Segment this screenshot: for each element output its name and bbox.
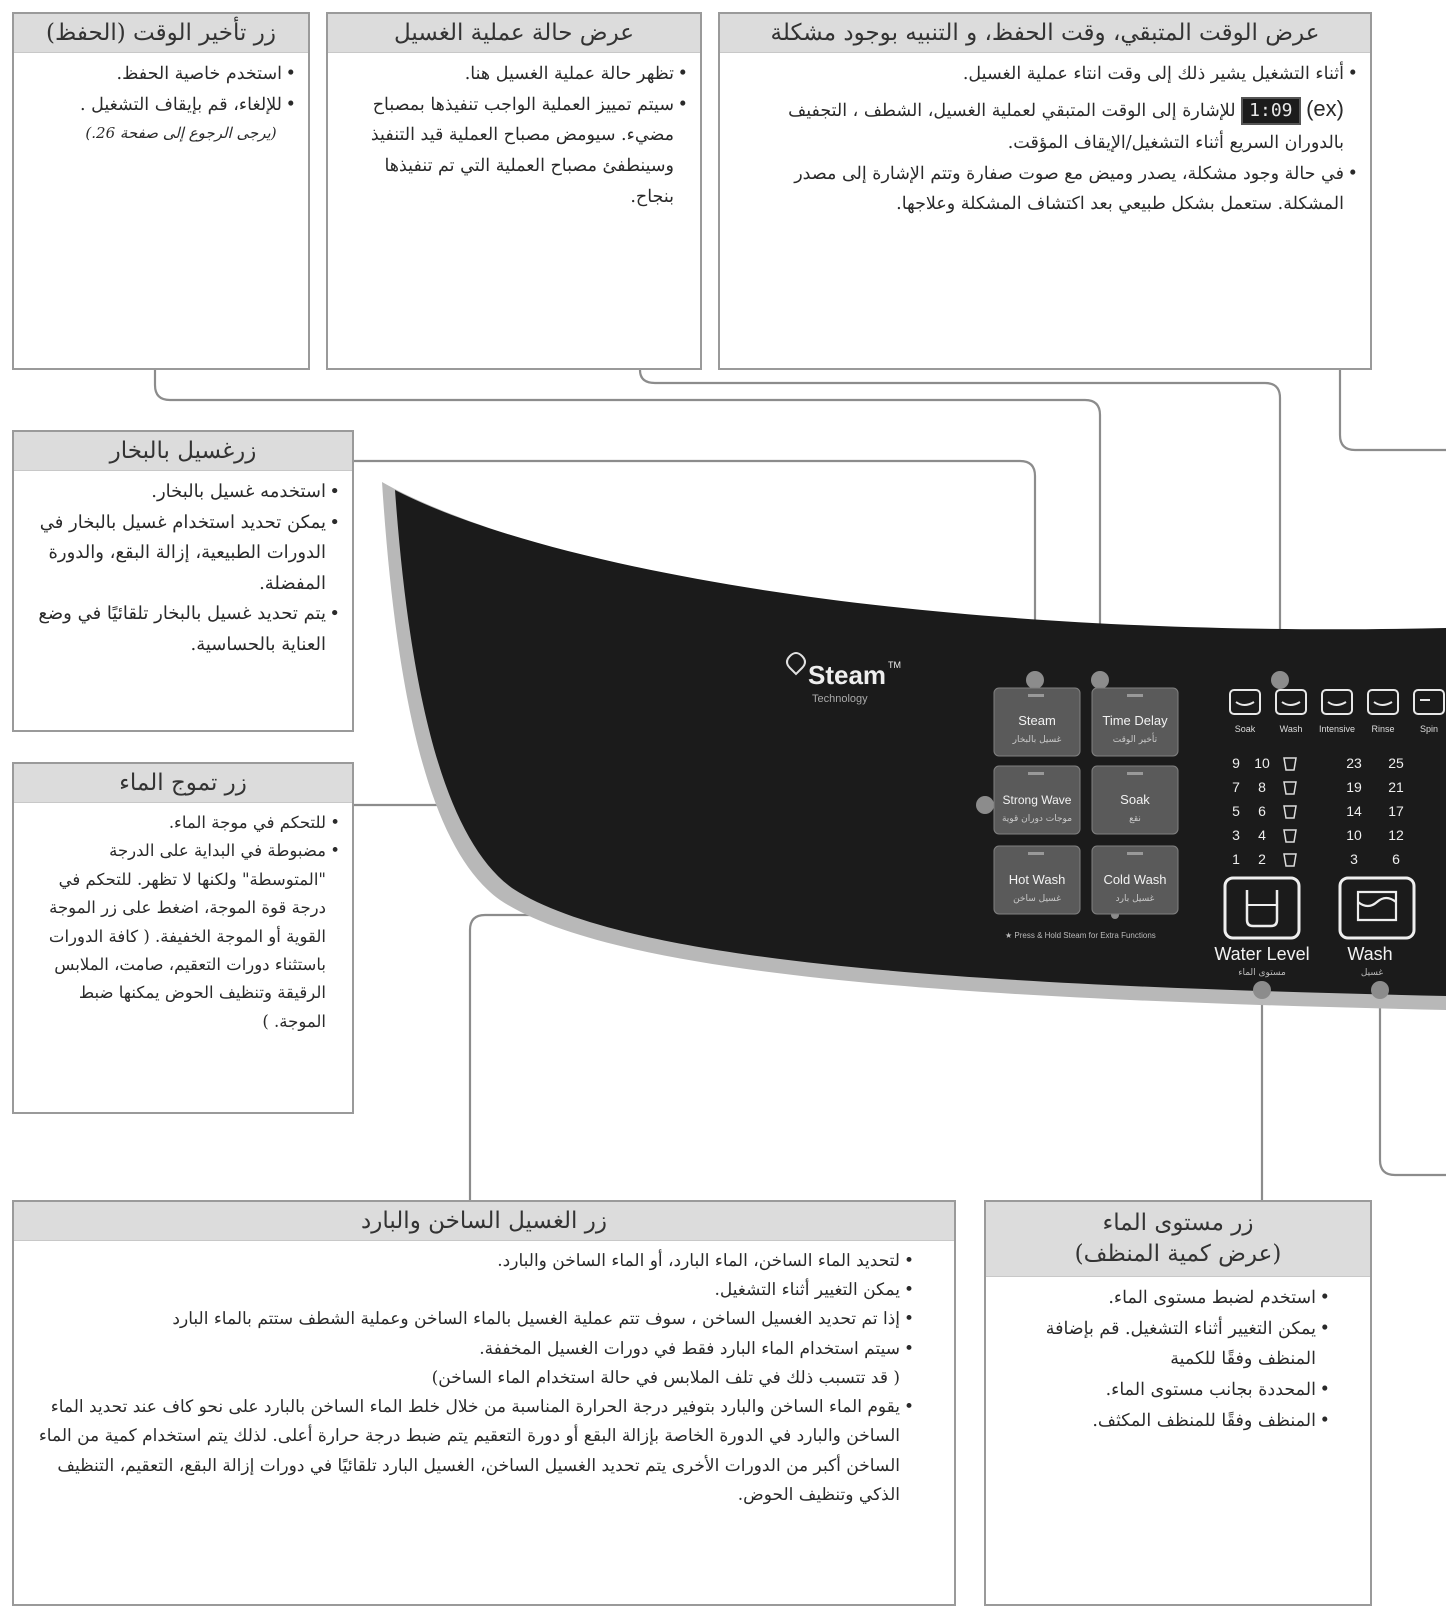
wash-status-info-box — [326, 12, 702, 370]
page-reference-note: (يرجى الرجوع إلى صفحة 26.) — [85, 124, 277, 143]
connector-wash — [1380, 990, 1446, 1175]
connector-remaining-time — [1340, 360, 1446, 450]
wash-button-label: Wash — [1347, 944, 1393, 964]
steam-logo-text: Steam — [808, 660, 887, 690]
steam-info-box — [12, 430, 354, 732]
soak-button[interactable] — [1092, 766, 1178, 834]
list-item: • للتحكم في موجة الماء. — [26, 809, 340, 837]
list-item — [732, 90, 1358, 159]
wl-num: 14 — [1346, 803, 1362, 819]
water-level-info-box — [984, 1200, 1372, 1606]
dot-time-delay — [1091, 671, 1109, 689]
list-item: • يتم تحديد غسيل بالبخار تلقائيًا في وضع العناية بالحساسية. — [26, 599, 340, 660]
list-item: • لتحديد الماء الساخن، الماء البارد، أو الماء الساخن والبارد. — [26, 1247, 914, 1276]
list-item: • استخدم لضبط مستوى الماء. — [998, 1283, 1330, 1314]
list-item: • المنظف وفقًا للمنظف المكثف. — [998, 1406, 1330, 1437]
strong-wave-button[interactable] — [994, 766, 1080, 834]
list-item: • سيتم تمييز العملية الواجب تنفيذها بمصباح مضيء. سيومض مصباح العملية قيد التنفيذ وسينطفئ مصباح العملية التي تم تنفيذها بنجاح. — [368, 90, 688, 213]
list-item: • إذا تم تحديد الغسيل الساخن ، سوف تتم عملية الغسيل بالماء الساخن وعملية الشطف ستتم بالماء البارد — [26, 1305, 914, 1334]
wash-status-title: عرض حالة عملية الغسيل — [328, 14, 700, 53]
dot-steam — [1026, 671, 1044, 689]
wl-num: 6 — [1392, 851, 1400, 867]
wl-num: 21 — [1388, 779, 1404, 795]
status-label-rinse: Rinse — [1371, 724, 1395, 734]
status-label-spin: Spin — [1419, 724, 1439, 734]
wl-num: 17 — [1388, 803, 1404, 819]
steam-title: زرغسيل بالبخار — [14, 432, 352, 471]
hot-wash-button-label-ar: غسيل ساخن — [1013, 894, 1061, 904]
list-item-note: ( قد تتسبب ذلك في تلف الملابس في حالة استخدام الماء الساخن) — [431, 1367, 900, 1388]
wl-num: 6 — [1258, 803, 1266, 819]
remaining-time-info-box — [718, 12, 1372, 370]
wl-num: 12 — [1388, 827, 1404, 843]
cold-wash-button-label: Cold Wash — [1103, 872, 1167, 887]
time-display-example: 1:09 — [1241, 97, 1300, 125]
wl-num: 3 — [1350, 851, 1358, 867]
water-level-button-label: Water Level — [1214, 944, 1310, 964]
dot-wash — [1371, 981, 1389, 999]
hot-wash-button-label: Hot Wash — [1008, 872, 1066, 887]
list-item: • مضبوطة في البداية على الدرجة "المتوسطة" ولكنها لا تظهر. للتحكم في درجة قوة الموجة، اضغط على زر الموجة القوية أو الموجة الخفيفة. ( كافة الدورات باستثناء دورات التعقيم، صامت، الملابس الرقيقة وتنظيف الحوض يمكنها ضبط الموجة. ) — [26, 837, 340, 1036]
wl-num: 1 — [1232, 851, 1240, 867]
time-delay-button-label: Time Delay — [1102, 713, 1168, 728]
wl-num: 4 — [1258, 827, 1266, 843]
steam-button-label: Steam — [1018, 713, 1056, 728]
wl-num: 5 — [1232, 803, 1240, 819]
hot-wash-button[interactable] — [994, 846, 1080, 914]
water-wave-title: زر تموج الماء — [14, 764, 352, 803]
time-delay-title: زر تأخير الوقت (الحفظ) — [14, 14, 308, 53]
wash-button-label-ar: غسيل — [1360, 968, 1384, 978]
list-item: • سيتم استخدام الماء البارد فقط في دورات الغسيل المخففة. — [26, 1335, 914, 1364]
status-label-intensive: Intensive — [1318, 724, 1356, 734]
time-delay-button[interactable] — [1092, 688, 1178, 756]
list-item: • استخدم خاصية الحفظ. — [26, 59, 296, 90]
wl-num: 25 — [1388, 755, 1404, 771]
cold-wash-button[interactable] — [1092, 846, 1178, 914]
list-item: • يمكن التغيير أثناء التشغيل. قم بإضافة المنظف وفقًا للكمية — [998, 1314, 1330, 1375]
strong-wave-button-label-ar: موجات دوران قوية — [1001, 814, 1073, 824]
wl-num: 19 — [1346, 779, 1362, 795]
list-item: • في حالة وجود مشكلة، يصدر وميض مع صوت صفارة وتتم الإشارة إلى مصدر المشكلة. ستعمل بشكل طبيعي بعد اكتشاف المشكلة وعلاجها. — [732, 159, 1358, 220]
wl-num: 2 — [1258, 851, 1266, 867]
wl-num: 10 — [1254, 755, 1270, 771]
steam-logo-sub: Technology — [812, 693, 868, 705]
list-item: • يمكن التغيير أثناء التشغيل. — [26, 1276, 914, 1305]
soak-button-label-ar: نقع — [1129, 814, 1141, 824]
wl-num: 9 — [1232, 755, 1240, 771]
dot-water-level — [1253, 981, 1271, 999]
list-item: • استخدمه غسيل بالبخار. — [26, 477, 340, 508]
wl-num: 23 — [1346, 755, 1362, 771]
water-level-subtitle: (عرض كمية المنظف) — [1074, 1241, 1282, 1268]
strong-wave-button-label: Strong Wave — [1002, 793, 1072, 807]
wl-num: 10 — [1346, 827, 1362, 843]
list-item: • أثناء التشغيل يشير ذلك إلى وقت انتاء عملية الغسيل. — [732, 59, 1358, 90]
soak-button-label: Soak — [1120, 792, 1150, 807]
list-item: • تظهر حالة عملية الغسيل هنا. — [368, 59, 688, 90]
dot-water-wave — [976, 796, 994, 814]
list-item: • للإلغاء، قم بإيقاف التشغيل . — [26, 90, 296, 121]
steam-button[interactable] — [994, 688, 1080, 756]
wl-num: 7 — [1232, 779, 1240, 795]
hot-cold-wash-info-box — [12, 1200, 956, 1606]
cold-wash-button-label-ar: غسيل بارد — [1115, 894, 1155, 904]
wl-num: 8 — [1258, 779, 1266, 795]
wl-num: 3 — [1232, 827, 1240, 843]
status-label-soak: Soak — [1234, 724, 1256, 734]
hot-cold-wash-title: زر الغسيل الساخن والبارد — [14, 1202, 954, 1241]
list-item: • يمكن تحديد استخدام غسيل بالبخار في الدورات الطبيعية، إزالة البقع، والدورة المفضلة. — [26, 508, 340, 600]
dot-wash-status — [1271, 671, 1289, 689]
water-level-title: زر مستوى الماء — [1102, 1210, 1254, 1236]
status-label-wash: Wash — [1279, 724, 1303, 734]
steam-button-label-ar: غسيل بالبخار — [1012, 735, 1062, 745]
remaining-time-title: عرض الوقت المتبقي، وقت الحفظ، و التنبيه بوجود مشكلة — [720, 14, 1370, 53]
list-item-cont: للإشارة إلى الوقت المتبقي لعملية الغسيل، الشطف ، التجفيف بالدوران السريع أثناء التشغيل/الإيقاف المؤقت. — [788, 100, 1344, 154]
steam-logo-tm: TM — [888, 660, 901, 670]
water-wave-info-box — [12, 762, 354, 1114]
time-delay-button-label-ar: تأخير الوقت — [1112, 735, 1158, 745]
panel-footnote: ★ Press & Hold Steam for Extra Functions — [1005, 931, 1156, 940]
example-label: (ex) — [1306, 95, 1344, 121]
time-delay-info-box — [12, 12, 310, 370]
water-level-button-label-ar: مستوى الماء — [1238, 968, 1286, 978]
list-item: • المحددة بجانب مستوى الماء. — [998, 1375, 1330, 1406]
list-item: • يقوم الماء الساخن والبارد بتوفير درجة الحرارة المناسبة من خلال خلط الماء الساخن بالبارد على نحو كاف عند تحديد الماء الساخن والبارد في الدورة الخاصة بإزالة البقع أو دورة التعقيم يتم ضبط درجة حرارة أعلى. لذلك يتم استخدام كمية من الماء الساخن أكبر من الدورات الأخرى يتم تحديد الغسيل الساخن، الغسيل البارد تلقائيًا في دورات إزالة البقع، التعقيم، التنظيف الذكي وتنظيف الحوض. — [26, 1393, 914, 1510]
